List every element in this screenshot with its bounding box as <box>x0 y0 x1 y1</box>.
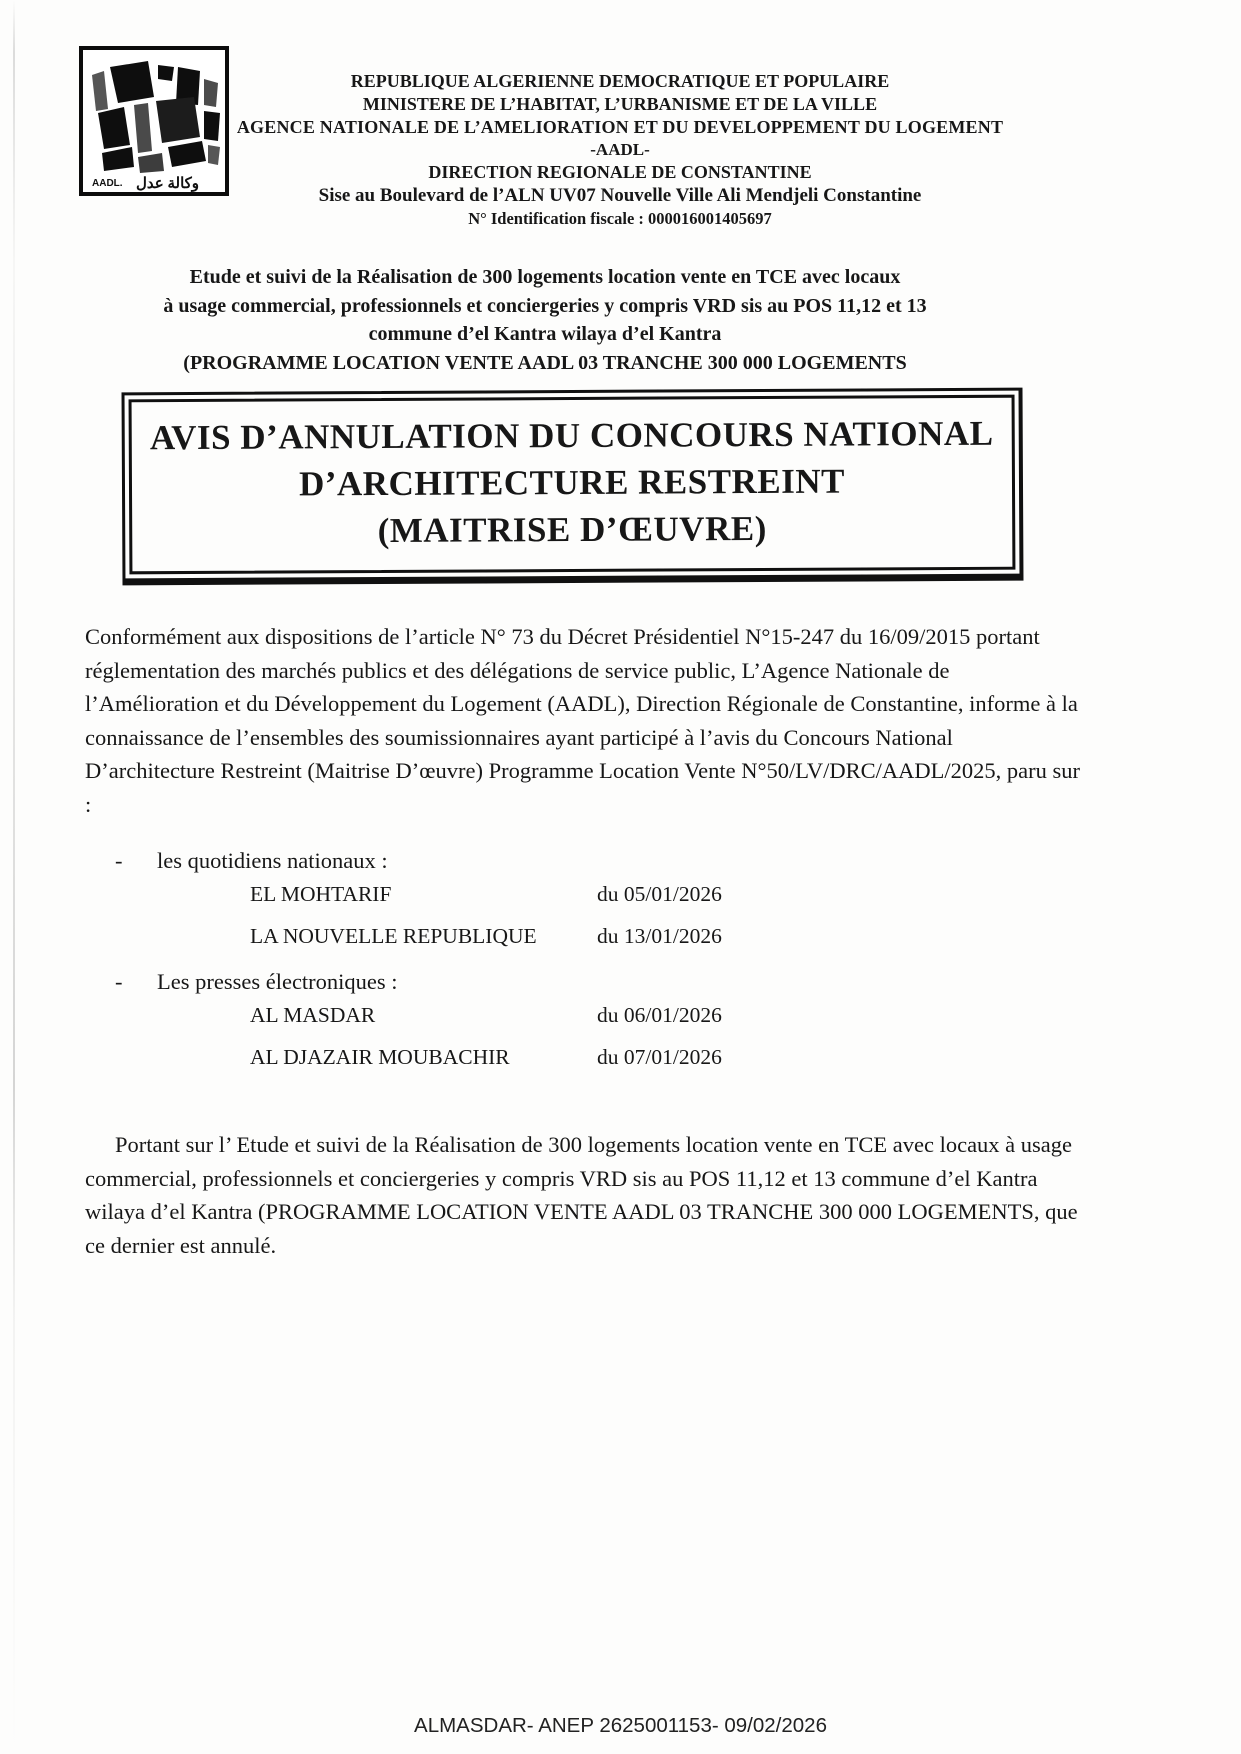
publication-date: du 07/01/2026 <box>597 1045 722 1069</box>
notice-title-line-3: (MAITRISE D’ŒUVRE) <box>377 508 767 551</box>
logo-caption-latin: AADL. <box>92 178 123 189</box>
publication-date: du 05/01/2026 <box>597 882 722 906</box>
publications-list <box>85 848 1085 1087</box>
header-fiscal-id-line: N° Identification fiscale : 000016001405697 <box>468 209 772 228</box>
publication-name: EL MOHTARIF <box>250 882 392 906</box>
logo-caption-arabic: وكالة عدل <box>136 176 200 192</box>
publication-row <box>250 882 1085 907</box>
publication-row <box>250 1045 1085 1070</box>
subject-line-2: à usage commercial, professionnels et conciergeries y compris VRD sis au POS 11,12 et 13 <box>163 294 927 317</box>
body-paragraph-1: Conformément aux dispositions de l’article N° 73 du Décret Présidentiel N°15-247 du 16/09/2015 portant réglementation des marchés publics et des délégations de service public, L’Agence Nationale de l’Amélioration et du Développement du Logement (AADL), Direction Régionale de Constantine, informe à la connaissance de l’ensembles des soumissionnaires ayant participé à l’avis du Concours National D’architecture Restreint (Maitrise D’œuvre) Programme Location Vente N°50/LV/DRC/AADL/2025, paru sur : <box>85 624 1081 817</box>
list-dash: - <box>115 969 123 994</box>
pub-group-electronic-header <box>115 969 1085 995</box>
pub-group-newspapers-label: les quotidiens nationaux : <box>157 848 388 873</box>
header-ministry-line: MINISTERE DE L’HABITAT, L’URBANISME ET DE LA VILLE <box>362 94 878 114</box>
scan-artifact-line <box>13 0 15 1754</box>
publication-date: du 06/01/2026 <box>597 1003 722 1027</box>
publication-row <box>250 1003 1085 1028</box>
notice-title-line-1: AVIS D’ANNULATION DU CONCOURS NATIONAL <box>149 413 994 458</box>
notice-title-line-2: D’ARCHITECTURE RESTREINT <box>298 461 845 504</box>
subject-line-4: (PROGRAMME LOCATION VENTE AADL 03 TRANCHE 300 000 LOGEMENTS <box>183 351 907 374</box>
body-paragraph-2: Portant sur l’ Etude et suivi de la Réalisation de 300 logements location vente en TCE avec locaux à usage commercial, professionnels et conciergeries y compris VRD sis au POS 11,12 et 13 commune d’el Kantra wilaya d’el Kantra (PROGRAMME LOCATION VENTE AADL 03 TRANCHE 300 000 LOGEMENTS, que ce dernier est annulé. <box>85 1132 1078 1258</box>
project-subject <box>95 263 995 377</box>
header-aadl-line: -AADL- <box>590 140 650 159</box>
pub-group-newspapers-header <box>115 848 1085 874</box>
header-direction-line: DIRECTION REGIONALE DE CONSTANTINE <box>428 162 812 182</box>
header-agency-line: AGENCE NATIONALE DE L’AMELIORATION ET DU DEVELOPPEMENT DU LOGEMENT <box>236 117 1004 137</box>
publication-date: du 13/01/2026 <box>597 924 722 948</box>
pub-group-electronic-label: Les presses électroniques : <box>157 969 398 994</box>
header-address-line: Sise au Boulevard de l’ALN UV07 Nouvelle Ville Ali Mendjeli Constantine <box>318 185 922 206</box>
publication-name: AL DJAZAIR MOUBACHIR <box>250 1045 510 1069</box>
notice-title <box>129 395 1016 575</box>
publication-row <box>250 924 1085 949</box>
publication-name: LA NOUVELLE REPUBLIQUE <box>250 924 537 948</box>
notice-title-box <box>122 388 1024 586</box>
letterhead <box>140 70 1100 230</box>
publication-name: AL MASDAR <box>250 1003 376 1027</box>
subject-line-1: Etude et suivi de la Réalisation de 300 logements location vente en TCE avec locaux <box>189 266 901 288</box>
subject-line-3: commune d’el Kantra wilaya d’el Kantra <box>368 323 722 345</box>
list-dash: - <box>115 848 123 873</box>
header-republic-line: REPUBLIQUE ALGERIENNE DEMOCRATIQUE ET POPULAIRE <box>350 71 890 91</box>
footer-anep-line: ALMASDAR- ANEP 2625001153- 09/02/2026 <box>414 1714 827 1737</box>
